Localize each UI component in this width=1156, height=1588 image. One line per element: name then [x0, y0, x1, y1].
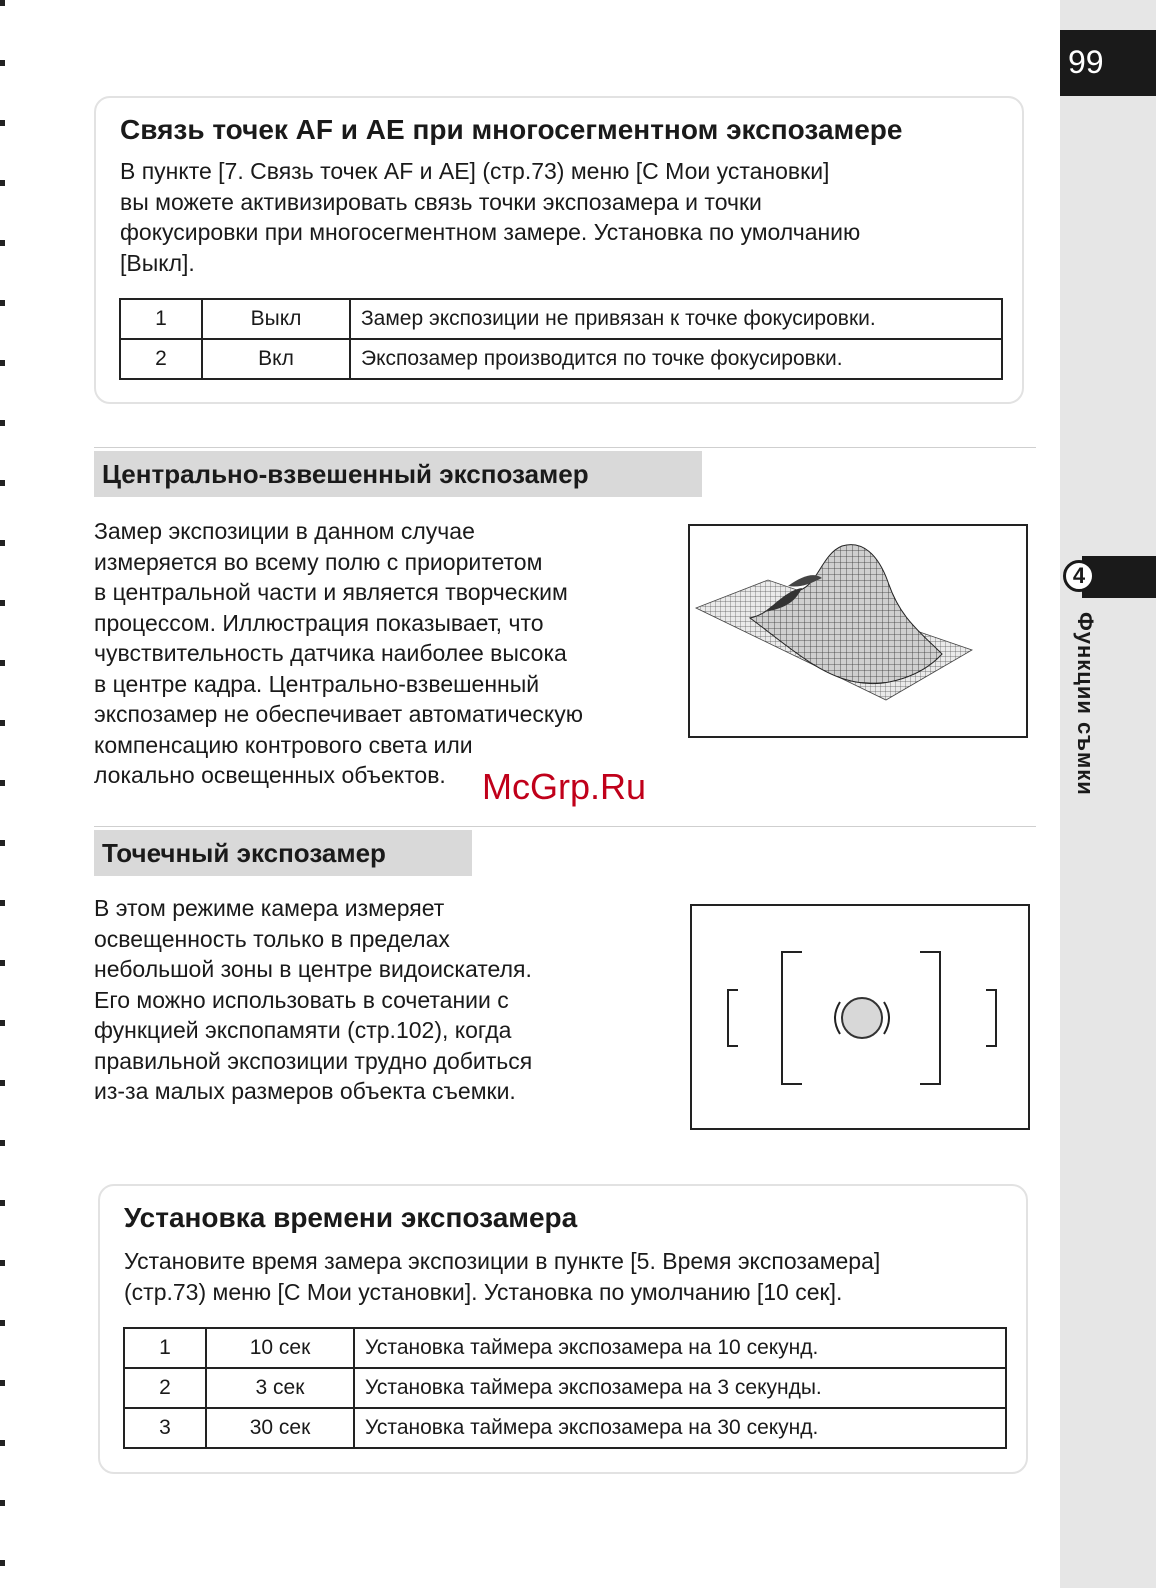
- left-spot-arc: [835, 1002, 840, 1034]
- text-line: локально освещенных объектов.: [94, 762, 446, 788]
- chapter-title: Функции съмки: [1073, 612, 1098, 796]
- text-line: освещенность только в пределах: [94, 925, 450, 952]
- af-ae-link-text: [120, 156, 860, 278]
- option-description: Установка таймера экспозамера на 3 секунды.: [354, 1368, 1006, 1408]
- center-weighted-heading: Центрально-взвешенный экспозамер: [94, 451, 702, 497]
- table-row: [120, 299, 1002, 339]
- binding-edge: [0, 0, 5, 1588]
- af-ae-link-title: Связь точек AF и AE при многосегментном экспозамере: [120, 114, 903, 145]
- text-line: экспозамер не обеспечивает автоматическую: [94, 701, 583, 727]
- sensitivity-surface-graphic: [690, 526, 1026, 736]
- text-line: из-за малых размеров объекта съемки.: [94, 1078, 516, 1104]
- option-value: Выкл: [202, 299, 350, 339]
- text-line: измеряется во всему полю с приоритетом: [94, 548, 543, 575]
- meter-time-text: [124, 1246, 880, 1307]
- text-line: В пункте [7. Связь точек AF и AE] (стр.73) меню [C Мои установки]: [120, 158, 830, 184]
- left-frame-bracket: [782, 952, 802, 1084]
- section-divider: [94, 826, 1036, 827]
- viewfinder-graphic: [692, 906, 1028, 1128]
- meter-time-options-table: [123, 1327, 1007, 1449]
- table-row: [124, 1408, 1006, 1448]
- option-value: 3 сек: [206, 1368, 354, 1408]
- option-description: Установка таймера экспозамера на 30 секунд.: [354, 1408, 1006, 1448]
- chapter-number: 4: [1063, 560, 1095, 592]
- option-number: 3: [124, 1408, 206, 1448]
- table-row: [120, 339, 1002, 379]
- text-line: небольшой зоны в центре видоискателя.: [94, 956, 532, 982]
- text-line: [Выкл].: [120, 249, 195, 276]
- option-value: 10 сек: [206, 1328, 354, 1368]
- watermark: McGrp.Ru: [482, 766, 647, 807]
- section-divider: [94, 447, 1036, 448]
- text-line: В этом режиме камера измеряет: [94, 895, 445, 921]
- text-line: Замер экспозиции в данном случае: [94, 518, 475, 544]
- meter-time-title: Установка времени экспозамера: [124, 1202, 578, 1233]
- option-value: Вкл: [202, 339, 350, 379]
- text-line: (стр.73) меню [C Мои установки]. Установка по умолчанию [10 сек].: [124, 1278, 843, 1305]
- af-ae-options-table: [119, 298, 1003, 380]
- text-line: Его можно использовать в сочетании с: [94, 986, 509, 1013]
- table-row: [124, 1328, 1006, 1368]
- text-line: вы можете активизировать связь точки экспозамера и точки: [120, 188, 762, 215]
- option-number: 1: [124, 1328, 206, 1368]
- spot-metering-text: [94, 893, 532, 1107]
- option-number: 1: [120, 299, 202, 339]
- center-weighted-text: [94, 516, 583, 791]
- center-weighted-illustration: [688, 524, 1028, 738]
- text-line: функцией экспопамяти (стр.102), когда: [94, 1017, 512, 1043]
- spot-circle: [842, 998, 882, 1038]
- text-line: фокусировки при многосегментном замере. Установка по умолчанию: [120, 219, 861, 245]
- page-number: 99: [1068, 44, 1104, 80]
- text-line: чувствительность датчика наиболее высока: [94, 640, 567, 666]
- right-spot-arc: [884, 1002, 889, 1034]
- left-af-bracket: [728, 990, 738, 1046]
- spot-metering-illustration: [690, 904, 1030, 1130]
- table-row: [124, 1368, 1006, 1408]
- text-line: правильной экспозиции трудно добиться: [94, 1047, 533, 1074]
- text-line: компенсацию контрового света или: [94, 731, 473, 758]
- spot-metering-heading: Точечный экспозамер: [94, 830, 472, 876]
- text-line: Установите время замера экспозиции в пункте [5. Время экспозамера]: [124, 1248, 881, 1274]
- text-line: в центральной части и является творческим: [94, 579, 568, 605]
- right-frame-bracket: [920, 952, 940, 1084]
- option-description: Экспозамер производится по точке фокусировки.: [350, 339, 1002, 379]
- text-line: в центре кадра. Центрально-взвешенный: [94, 670, 540, 697]
- option-description: Замер экспозиции не привязан к точке фокусировки.: [350, 299, 1002, 339]
- option-description: Установка таймера экспозамера на 10 секунд.: [354, 1328, 1006, 1368]
- option-number: 2: [120, 339, 202, 379]
- text-line: процессом. Иллюстрация показывает, что: [94, 609, 544, 636]
- option-number: 2: [124, 1368, 206, 1408]
- right-af-bracket: [986, 990, 996, 1046]
- option-value: 30 сек: [206, 1408, 354, 1448]
